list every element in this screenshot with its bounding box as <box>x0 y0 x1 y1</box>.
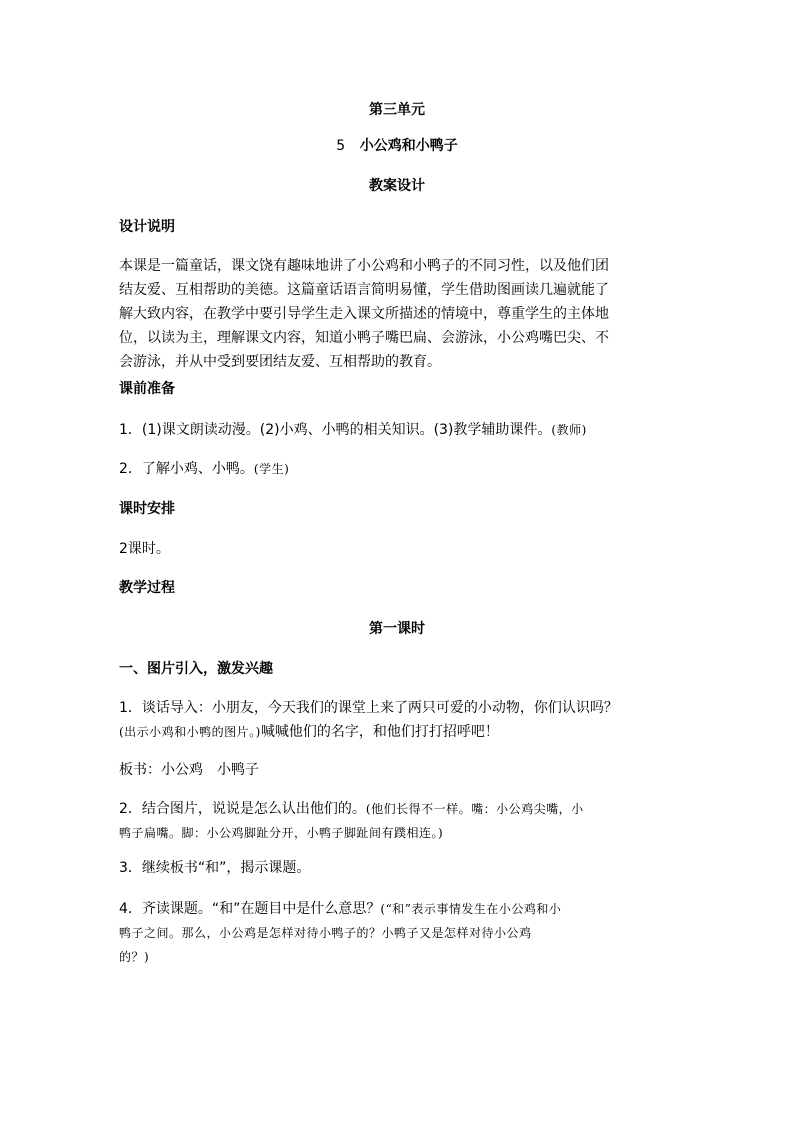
schedule-heading: 课时安排 <box>119 501 175 517</box>
design-notes-heading: 设计说明 <box>119 219 175 235</box>
preparation-item-2 <box>119 457 289 481</box>
doc-type: 教案设计 <box>369 178 425 194</box>
lesson-title-line <box>0 134 794 158</box>
step-1-note: (出示小鸡和小鸭的图片。) <box>119 725 261 739</box>
step-1-line-2 <box>119 720 499 744</box>
preparation-item-2-text: 2．了解小鸡、小鸭。 <box>119 461 254 477</box>
design-notes-paragraph <box>119 254 689 374</box>
schedule-text: 2课时。 <box>119 541 170 557</box>
lesson-number: 5 <box>336 138 346 154</box>
paragraph-line: 解大致内容，在教学中要引导学生走入课文所描述的情境中，尊重学生的主体地 <box>119 306 609 322</box>
preparation-heading: 课前准备 <box>119 381 175 397</box>
step-2-note-part-2: 鸭子扁嘴。脚：小公鸡脚趾分开，小鸭子脚趾间有蹼相连。) <box>119 826 444 840</box>
lesson-title: 小公鸡和小鸭子 <box>359 138 458 154</box>
preparation-item-1-text: 1．(1)课文朗读动漫。(2)小鸡、小鸭的相关知识。(3)教学辅助课件。 <box>119 422 552 438</box>
paragraph-line: 位，以读为主，理解课文内容，知道小鸭子嘴巴扁、会游泳，小公鸡嘴巴尖、不 <box>119 330 609 346</box>
paragraph-line: 结友爱、互相帮助的美德。这篇童话语言简明易懂，学生借助图画读几遍就能了 <box>119 282 609 298</box>
step-4-note-part-3: 的？) <box>119 950 150 964</box>
preparation-item-2-note: (学生) <box>253 462 290 476</box>
step-4-line-1 <box>119 897 561 921</box>
step-2-text: 2．结合图片，说说是怎么认出他们的。 <box>119 801 366 817</box>
process-heading: 教学过程 <box>119 580 175 596</box>
board-text: 板书：小公鸡 小鸭子 <box>119 762 259 778</box>
unit-title: 第三单元 <box>369 102 425 118</box>
step-1-line-1: 1．谈话导入：小朋友，今天我们的课堂上来了两只可爱的小动物，你们认识吗？ <box>119 700 618 716</box>
preparation-item-1-note: (教师) <box>551 423 587 437</box>
preparation-item-1 <box>119 418 587 442</box>
paragraph-line: 本课是一篇童话，课文饶有趣味地讲了小公鸡和小鸭子的不同习性，以及他们团 <box>119 258 609 274</box>
step-3-text: 3．继续板书“和”，揭示课题。 <box>119 860 311 876</box>
step-2-line-1 <box>119 797 584 821</box>
step-1-text: 喊喊他们的名字，和他们打打招呼吧！ <box>260 724 499 740</box>
step-4-note-part-1: (“和”表示事情发生在小公鸡和小 <box>380 902 562 916</box>
step-4-note-part-2: 鸭子之间。那么，小公鸡是怎样对待小鸭子的？小鸭子又是怎样对待小公鸡 <box>119 926 532 940</box>
period-title: 第一课时 <box>369 621 425 637</box>
step-4-text: 4．齐读课题。“和”在题目中是什么意思？ <box>119 901 381 917</box>
step-2-note-part-1: (他们长得不一样。嘴：小公鸡尖嘴，小 <box>365 802 584 816</box>
section-1-heading: 一、图片引入，激发兴趣 <box>119 661 273 677</box>
paragraph-line: 会游泳，并从中受到要团结友爱、互相帮助的教育。 <box>119 354 441 370</box>
